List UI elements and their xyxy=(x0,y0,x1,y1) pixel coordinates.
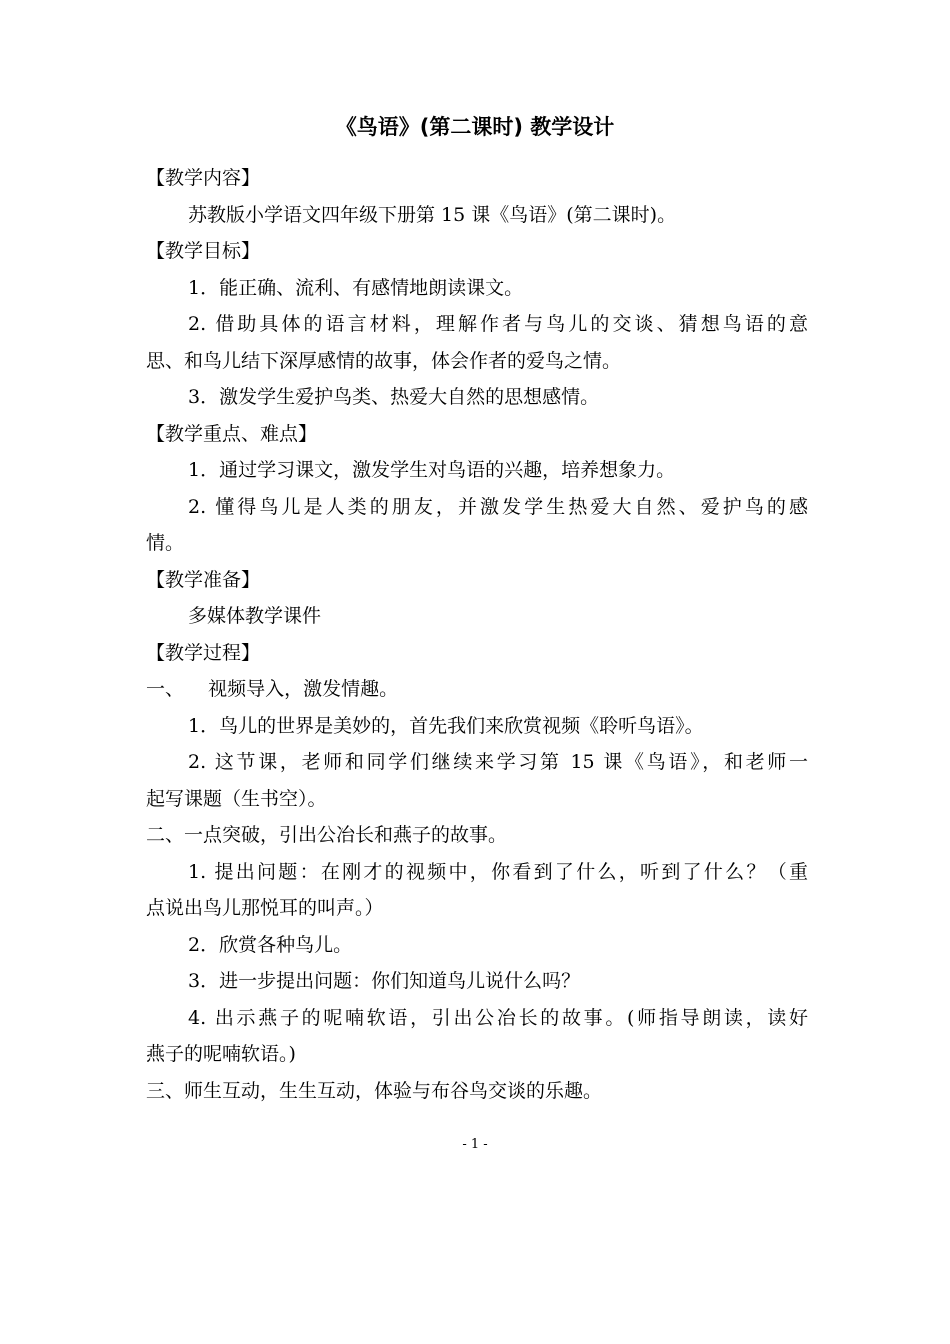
page-number: - 1 - xyxy=(462,1137,488,1152)
paragraph-line: 苏教版小学语文四年级下册第 15 课《鸟语》(第二课时)。 xyxy=(188,204,677,226)
paragraph-line: 2. 借助具体的语言材料，理解作者与鸟儿的交谈、猜想鸟语的意 xyxy=(188,313,808,335)
step-heading: 二、一点突破，引出公冶长和燕子的故事。 xyxy=(146,824,508,846)
section-heading-key-points: 【教学重点、难点】 xyxy=(146,423,318,445)
section-heading-objectives: 【教学目标】 xyxy=(146,240,261,262)
paragraph-line: 1．鸟儿的世界是美妙的，首先我们来欣赏视频《聆听鸟语》。 xyxy=(188,715,704,737)
paragraph-line: 3．进一步提出问题：你们知道鸟儿说什么吗？ xyxy=(188,970,581,992)
paragraph-line: 4. 出示燕子的呢喃软语，引出公冶长的故事。(师指导朗读，读好 xyxy=(188,1007,808,1029)
paragraph-line: 2．欣赏各种鸟儿。 xyxy=(188,934,353,956)
section-heading-preparation: 【教学准备】 xyxy=(146,569,261,591)
paragraph-line: 情。 xyxy=(146,532,185,554)
paragraph-line: 点说出鸟儿那悦耳的叫声。） xyxy=(146,897,384,919)
section-heading-process: 【教学过程】 xyxy=(146,642,261,664)
paragraph-line: 思、和鸟儿结下深厚感情的故事，体会作者的爱鸟之情。 xyxy=(146,350,622,372)
paragraph-line: 起写课题（生书空）。 xyxy=(146,788,327,810)
document-title: 《鸟语》(第二课时) 教学设计 xyxy=(335,115,615,139)
paragraph-line: 1．能正确、流利、有感情地朗读课文。 xyxy=(188,277,524,299)
paragraph-line: 1．通过学习课文，激发学生对鸟语的兴趣，培养想象力。 xyxy=(188,459,676,481)
paragraph-line: 1. 提出问题：在刚才的视频中，你看到了什么，听到了什么？（重 xyxy=(188,861,808,883)
section-heading-content: 【教学内容】 xyxy=(146,167,261,189)
step-heading: 三、师生互动，生生互动，体验与布谷鸟交谈的乐趣。 xyxy=(146,1080,603,1102)
paragraph-line: 2. 懂得鸟儿是人类的朋友，并激发学生热爱大自然、爱护鸟的感 xyxy=(188,496,808,518)
paragraph-line: 多媒体教学课件 xyxy=(188,605,322,627)
paragraph-line: 2. 这节课，老师和同学们继续来学习第 15 课《鸟语》，和老师一 xyxy=(188,751,808,773)
paragraph-line: 燕子的呢喃软语。) xyxy=(146,1043,296,1065)
paragraph-line: 3．激发学生爱护鸟类、热爱大自然的思想感情。 xyxy=(188,386,600,408)
step-heading: 一、 视频导入，激发情趣。 xyxy=(146,678,399,700)
